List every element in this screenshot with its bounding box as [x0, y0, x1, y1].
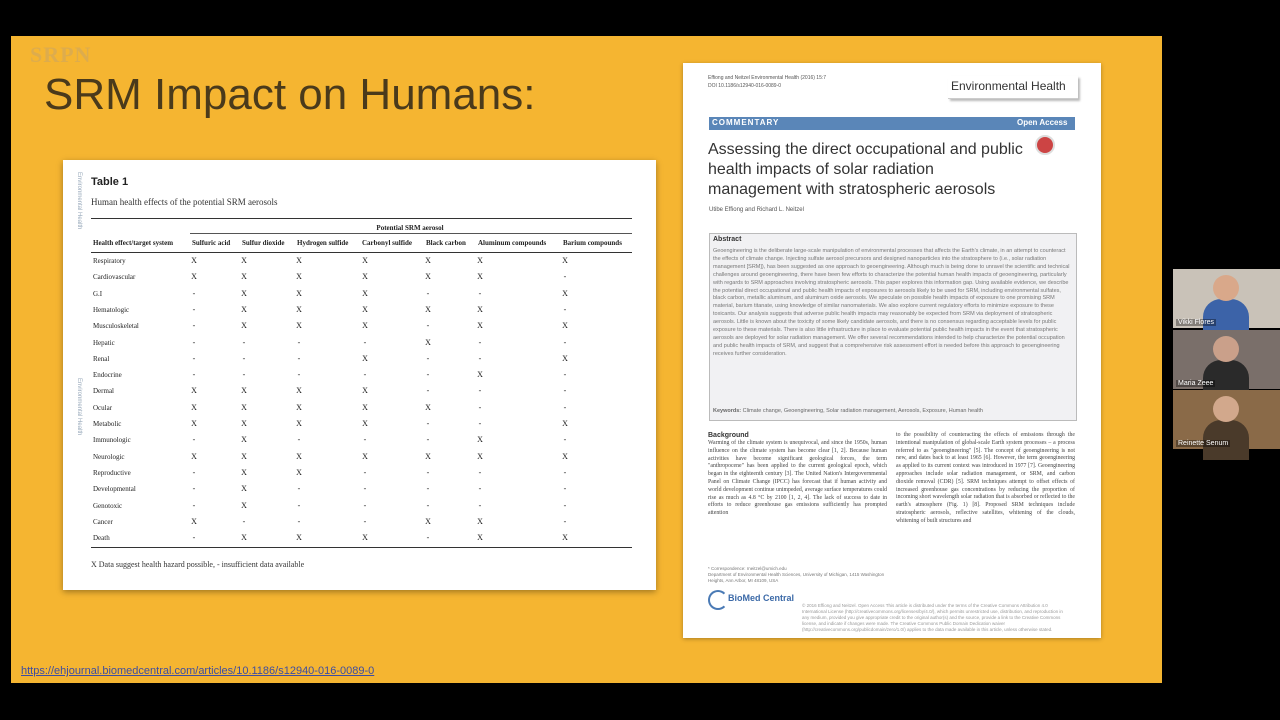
- table-cell: X: [241, 288, 247, 298]
- table-cell: X: [362, 256, 368, 265]
- table-cell: X: [296, 304, 302, 314]
- table-cell: X: [425, 402, 431, 412]
- participant-avatar: [1213, 275, 1239, 301]
- table-row-label: Respiratory: [93, 257, 126, 265]
- table-side-label-2: Environmental Health: [76, 378, 82, 436]
- table-cell: X: [296, 419, 302, 428]
- table-cell: X: [296, 451, 302, 461]
- table-cell: -: [363, 370, 367, 380]
- table-cell: X: [562, 288, 568, 298]
- table-caption: Human health effects of the potential SRM aerosols: [91, 197, 278, 207]
- table-row-label: Hepatic: [93, 338, 115, 347]
- table-cell: -: [192, 353, 196, 363]
- background-heading: Background: [708, 432, 749, 439]
- table-cell: -: [363, 516, 367, 526]
- table-cell: X: [477, 370, 483, 380]
- table-cell: X: [425, 516, 431, 526]
- table-cell: X: [241, 467, 247, 477]
- journal-name: Environmental Health: [951, 79, 1066, 93]
- table-row-label: Cardiovascular: [93, 273, 136, 282]
- table-cell: -: [563, 435, 567, 445]
- table-column-header: Sulfur dioxide: [242, 239, 285, 247]
- table-cell: X: [562, 419, 568, 428]
- table-cell: -: [363, 500, 367, 510]
- table-cell: X: [296, 288, 302, 298]
- table-cell: -: [426, 386, 430, 396]
- table-cell: -: [297, 370, 301, 380]
- table-cell: X: [241, 419, 247, 428]
- table-cell: -: [478, 386, 482, 396]
- table-cell: X: [296, 386, 302, 396]
- table-cell: -: [426, 484, 430, 494]
- participant-video-tile[interactable]: [1173, 330, 1280, 389]
- table-cell: X: [477, 451, 483, 461]
- table-label: Table 1: [91, 176, 129, 188]
- table-cell: X: [191, 451, 197, 461]
- table-rule-top: [91, 218, 632, 219]
- table-cell: X: [425, 304, 431, 314]
- table-row-label: Ocular: [93, 403, 113, 412]
- table-cell: X: [241, 533, 247, 543]
- table-row-label: Endocrine: [93, 371, 122, 380]
- table-cell: X: [296, 272, 302, 282]
- table-cell: X: [362, 533, 368, 543]
- table-cell: X: [241, 484, 247, 494]
- table-row-label: Immunologic: [93, 436, 131, 445]
- table-row-label: Metabolic: [93, 420, 122, 428]
- crossmark-icon: [1035, 135, 1055, 155]
- table-cell: -: [297, 353, 301, 363]
- table-cell: -: [478, 467, 482, 477]
- table-column-header: Sulfuric acid: [192, 239, 231, 247]
- table-cell: -: [192, 484, 196, 494]
- table-side-label: Environmental Health: [76, 172, 82, 230]
- table-cell: X: [562, 321, 568, 331]
- table-cell: X: [477, 272, 483, 282]
- participant-avatar: [1213, 396, 1239, 422]
- correspondence: * Correspondence: rneitzel@umich.edu Department of Environmental Health Sciences, University of Michigan, 1415 Washington Heights, Ann Arbor, MI 48109, USA: [708, 566, 885, 583]
- source-link[interactable]: https://ehjournal.biomedcentral.com/articles/10.1186/s12940-016-0089-0: [21, 665, 375, 677]
- table-cell: -: [478, 353, 482, 363]
- table-row-label: Reproductive: [93, 468, 131, 477]
- table-cell: -: [426, 419, 430, 428]
- table-cell: X: [362, 321, 368, 331]
- table-cell: X: [362, 353, 368, 363]
- table-column-header: Carbonyl sulfide: [362, 239, 412, 247]
- table-cell: -: [363, 337, 367, 347]
- table-cell: -: [426, 467, 430, 477]
- table-cell: X: [562, 533, 568, 543]
- publisher-name: BioMed Central: [728, 593, 795, 603]
- table-cell: -: [426, 435, 430, 445]
- table-cell: X: [241, 272, 247, 282]
- table-cell: -: [192, 304, 196, 314]
- table-cell: X: [191, 419, 197, 428]
- table-cell: -: [426, 370, 430, 380]
- keywords-text: Climate change, Geoengineering, Solar radiation management, Aerosols, Exposure, Human health: [742, 408, 983, 414]
- participant-name: Maria Zeee: [1178, 380, 1214, 387]
- slide-title: SRM Impact on Humans:: [44, 70, 536, 119]
- table-cell: X: [191, 386, 197, 396]
- participant-name: Reinette Senum: [1178, 440, 1229, 447]
- table-cell: X: [425, 337, 431, 347]
- table-cell: X: [362, 402, 368, 412]
- table-cell: -: [192, 533, 196, 543]
- table-row-label: Neurologic: [93, 452, 125, 461]
- table-column-header: Barium compounds: [563, 239, 622, 247]
- table-rule-header: [91, 252, 632, 253]
- paper-authors: Utibe Effiong and Richard L. Neitzel: [709, 207, 804, 213]
- table-cell: -: [242, 370, 246, 380]
- table-cell: X: [241, 304, 247, 314]
- table-cell: -: [563, 516, 567, 526]
- participant-name: Vikki Flores: [1178, 319, 1215, 326]
- table-cell: -: [363, 484, 367, 494]
- table-cell: X: [296, 467, 302, 477]
- table-row-label: Death: [93, 534, 110, 543]
- participant-video-tile[interactable]: [1173, 390, 1280, 449]
- table-cell: X: [296, 533, 302, 543]
- table-cell: -: [363, 467, 367, 477]
- table-cell: -: [563, 304, 567, 314]
- paper-title: Assessing the direct occupational and public health impacts of solar radiation management with stratospheric aerosols: [708, 141, 1023, 198]
- table-row-label: Dermal: [93, 387, 114, 396]
- table-cell: X: [241, 435, 247, 445]
- table-cell: X: [191, 402, 197, 412]
- table-cell: -: [192, 370, 196, 380]
- table-cell: -: [192, 500, 196, 510]
- paper-citation: Effiong and Neitzel Environmental Health (2016) 15:7 DOI 10.1186/s12940-016-0089-0: [708, 75, 827, 89]
- table-column-header: Health effect/target system: [93, 239, 174, 247]
- table-cell: X: [425, 256, 431, 265]
- table-cell: X: [296, 256, 302, 265]
- table-cell: -: [563, 386, 567, 396]
- table-cell: -: [192, 337, 196, 347]
- table-cell: -: [297, 500, 301, 510]
- table-cell: -: [192, 321, 196, 331]
- table-cell: -: [192, 435, 196, 445]
- license-text: © 2016 Effiong and Neitzel. Open Access This article is distributed under the terms of the Creative Commons Attribution 4.0 International License (http://creativecommons.org/licenses/by/4.0/), which permits unrestricted use, distribution, and reproduction in any medium, provided you give appropriate credit to the original author(s) and the source, provide a link to the Creative Commons license, and indicate if changes were made. The Creative Commons Public Domain Dedication waiver (http://creativecommons.org/publicdomain/zero/1.0/) applies to the data made available in this article, unless otherwise stated.: [802, 603, 1063, 632]
- table-cell: X: [477, 304, 483, 314]
- table-cell: -: [242, 516, 246, 526]
- keywords: [713, 408, 1071, 414]
- table-cell: X: [362, 451, 368, 461]
- table-cell: X: [362, 419, 368, 428]
- table-cell: X: [477, 435, 483, 445]
- table-row-label: Hematologic: [93, 305, 130, 314]
- participant-video-tile[interactable]: [1173, 269, 1280, 328]
- table-cell: -: [426, 533, 430, 543]
- table-cell: X: [477, 321, 483, 331]
- table-cell: -: [563, 370, 567, 380]
- table-footnote: X Data suggest health hazard possible, - insufficient data available: [91, 560, 305, 569]
- table-cell: -: [563, 500, 567, 510]
- table-cell: X: [477, 533, 483, 543]
- table-cell: -: [242, 353, 246, 363]
- logo: SRPN: [30, 42, 92, 67]
- table-cell: -: [192, 288, 196, 298]
- abstract-heading: Abstract: [713, 236, 742, 243]
- table-cell: -: [478, 419, 482, 428]
- body-column-1: Warming of the climate system is unequivocal, and since the 1950s, human influence on the climate system has become clear [1, 2]. Because human activities have become significant geological forces, the term "anthropocene" has been applied to the current geological epoch, which began in the eighteenth century [3]. The United Nation's Intergovernmental Panel on Climate Change (IPCC) has forecast that if human activity and world development continue unimpeded, average surface temperatures could rise as much as 4.8 °C by 2100 [1, 2, 4]. The lack of success to date in efforts to reduce greenhouse gas emissions sufficiently has prompted attention: [708, 440, 887, 517]
- table-cell: X: [562, 353, 568, 363]
- table-cell: X: [562, 451, 568, 461]
- table-cell: -: [363, 435, 367, 445]
- table-row-label: Cancer: [93, 517, 113, 526]
- table-cell: -: [478, 288, 482, 298]
- table-cell: X: [191, 516, 197, 526]
- table-cell: X: [241, 402, 247, 412]
- table-row-label: G.I: [93, 289, 103, 298]
- table-cell: -: [478, 484, 482, 494]
- table-cell: X: [296, 321, 302, 331]
- table-cell: -: [563, 337, 567, 347]
- abstract-text: Geoengineering is the deliberate large-scale manipulation of environmental processes that affects the Earth's climate, in an attempt to counteract the effects of climate change. Injecting sulfate aerosol precursors and designed nanoparticles into the stratosphere to (i.e., solar radiation management [SRM]), has been suggested as one approach to geoengineering. Although much is being done to unravel the scientific and technical challenges around geoengineering, there have been few efforts to characterize the potential human health impacts of geoengineering, particularly with regards to SRM approaches involving stratospheric aerosols. This paper explores this information gap. Using available evidence, we describe the potential direct occupational and public health impacts of exposures to aerosols likely to be used for SRM, including environmental sulfates, black carbon, metallic aluminum, and aluminum oxide aerosols. We speculate on possible health impacts of exposure to one promising SRM material, barium titanate, using knowledge of similar nanomaterials. We also explore current regulatory efforts to minimize exposure to these toxicants. Our analysis suggests that adverse public health impacts may reasonably be expected from SRM via deployment of stratospheric aerosols. Little is known about the toxicity of some likely candidate aerosols, and there is no consensus regarding acceptable levels for public exposure to these materials. There is also little infrastructure in place to evaluate potential public health impacts in the event that stratospheric aerosols are deployed for solar radiation management. We offer several recommendations intended to help characterize the potential occupation and public health impacts of SRM, and suggest that a comprehensive risk assessment effort is needed before this approach to geoengineering receives further consideration.: [713, 248, 1070, 357]
- table-group-rule: [190, 233, 632, 234]
- table-cell: -: [297, 435, 301, 445]
- table-cell: -: [563, 272, 567, 282]
- table-row-label: Developmental: [93, 485, 136, 494]
- table-cell: X: [362, 386, 368, 396]
- table-row-label: Renal: [93, 354, 110, 363]
- table-row-label: Musculoskeletal: [93, 322, 139, 331]
- table-cell: -: [478, 500, 482, 510]
- table-cell: -: [297, 484, 301, 494]
- table-cell: -: [426, 288, 430, 298]
- table-cell: X: [425, 272, 431, 282]
- open-access-label: Open Access: [1017, 118, 1068, 127]
- table-cell: X: [191, 272, 197, 282]
- table-cell: X: [362, 272, 368, 282]
- keywords-label: Keywords:: [713, 408, 742, 414]
- table-column-header: Aluminum compounds: [478, 239, 547, 247]
- participant-avatar: [1213, 336, 1239, 362]
- table-cell: X: [296, 402, 302, 412]
- table-cell: X: [425, 451, 431, 461]
- table-rule-bottom: [91, 547, 632, 548]
- table-cell: -: [563, 484, 567, 494]
- section-label: COMMENTARY: [712, 118, 780, 127]
- table-cell: -: [297, 337, 301, 347]
- table-cell: -: [478, 337, 482, 347]
- table-cell: -: [242, 337, 246, 347]
- table-cell: X: [241, 386, 247, 396]
- table-cell: X: [477, 516, 483, 526]
- table-cell: X: [241, 500, 247, 510]
- table-cell: X: [362, 288, 368, 298]
- table-cell: X: [562, 256, 568, 265]
- table-cell: -: [563, 467, 567, 477]
- table-cell: -: [478, 402, 482, 412]
- table-cell: -: [426, 321, 430, 331]
- table-cell: -: [192, 467, 196, 477]
- table-cell: -: [426, 353, 430, 363]
- body-column-2: to the possibility of counteracting the effects of emissions through the intentional manipulation of global-scale Earth system processes – a process referred to as "geoengineering" [5]. The concept of geoengineering is not new, and dates back to at least 1965 [6]. However, the term geoengineering as applied to its current context was introduced in 1977 [7]. Geoengineering approaches include solar radiation management, or SRM, and carbon dioxide removal (CDR) [5]. SRM techniques attempt to offset effects of increased greenhouse gas concentrations by reducing the proportion of incoming short wavelength solar radiation that is absorbed or reflected to the earth's atmosphere (Fig. 1) [8]. Proposed SRM techniques include stratospheric aerosols, reflective satellites, whitening of the clouds, whitening of built structures and: [896, 432, 1075, 524]
- table-column-header: Hydrogen sulfide: [297, 239, 349, 247]
- table-group-header: Potential SRM aerosol: [376, 224, 444, 232]
- table-cell: -: [297, 516, 301, 526]
- table-cell: X: [191, 256, 197, 265]
- table-cell: X: [477, 256, 483, 265]
- table-cell: X: [241, 256, 247, 265]
- table-cell: -: [563, 402, 567, 412]
- biomed-central-logo-icon: [708, 590, 728, 610]
- table-cell: X: [241, 321, 247, 331]
- table-cell: X: [362, 304, 368, 314]
- table-cell: -: [426, 500, 430, 510]
- table-cell: X: [241, 451, 247, 461]
- table-row-label: Genotoxic: [93, 501, 123, 510]
- table-column-header: Black carbon: [426, 239, 466, 247]
